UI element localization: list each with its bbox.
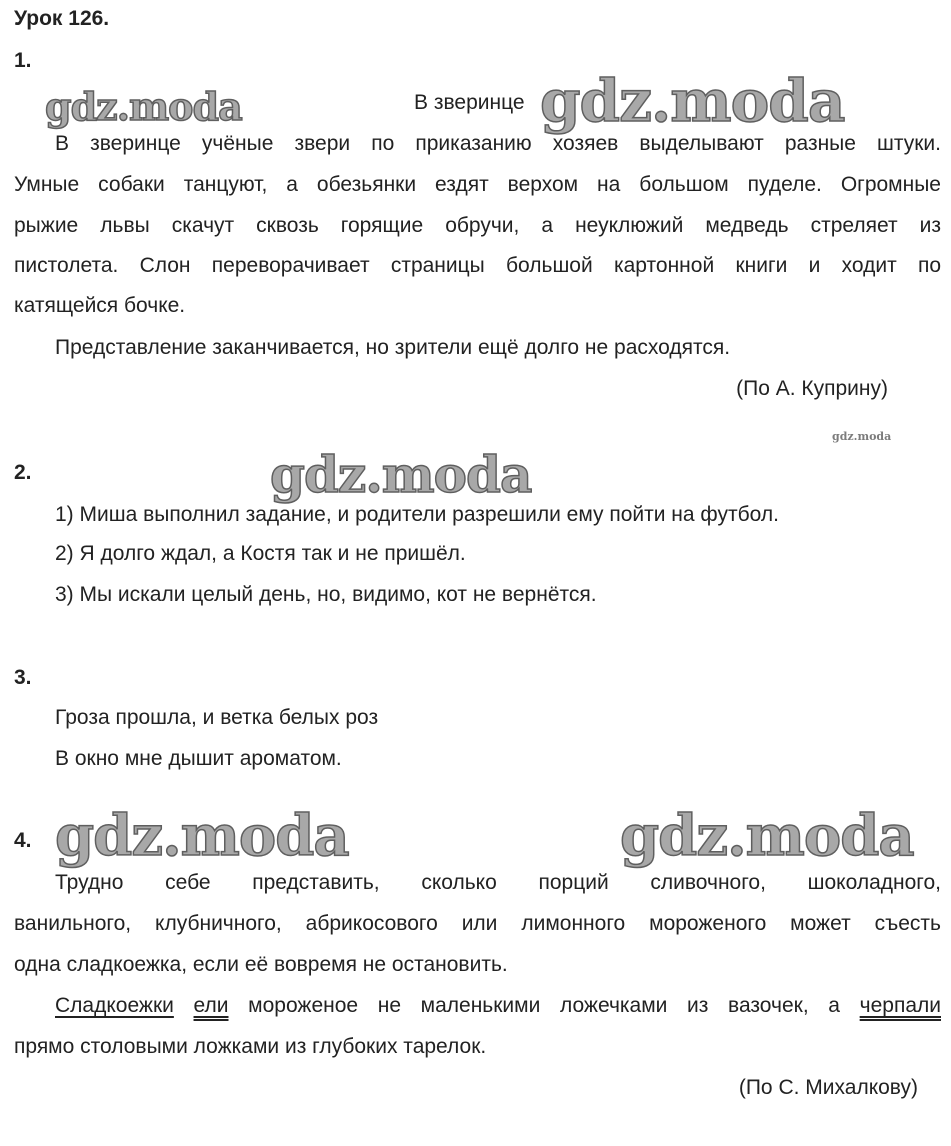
watermark: gdz.moda (540, 67, 845, 135)
text-line: ванильного, клубничного, абрикосового или лимонного мороженого может съесть (14, 912, 941, 935)
poem-line: Гроза прошла, и ветка белых роз (55, 706, 379, 729)
task-2-number: 2. (14, 461, 32, 484)
text-line: катящейся бочке. (14, 294, 186, 317)
watermark-small: gdz.moda (832, 430, 892, 443)
text-line: Умные собаки танцуют, а обезьянки ездят верхом на большом пуделе. Огромные (14, 173, 941, 196)
text-line: рыжие львы скачут сквозь горящие обручи, а неуклюжий медведь стреляет из (14, 214, 941, 237)
parsed-sentence (14, 993, 941, 1019)
watermark: gdz.moda (270, 445, 532, 504)
list-item: 1) Миша выполнил задание, и родители разрешили ему пойти на футбол. (55, 503, 779, 526)
sentence-middle: мороженое не маленькими ложечками из вазочек, а (228, 994, 860, 1017)
author-credit: (По С. Михалкову) (738, 1076, 918, 1099)
task-1-heading: В зверинце (414, 91, 525, 114)
text-line: пистолета. Слон переворачивает страницы большой картонной книги и ходит по (14, 254, 941, 277)
task-1-number: 1. (14, 49, 32, 72)
lesson-title: Урок 126. (14, 7, 110, 30)
text-line: одна сладкоежка, если её вовремя не остановить. (14, 953, 508, 976)
subject-underlined: Сладкоежки (55, 994, 174, 1017)
watermark: gdz.moda (45, 84, 242, 129)
task-3-number: 3. (14, 666, 32, 689)
poem-line: В окно мне дышит ароматом. (55, 747, 342, 770)
predicate-underlined: черпали (859, 994, 941, 1017)
list-item: 3) Мы искали целый день, но, видимо, кот не вернётся. (55, 583, 597, 606)
watermark: gdz.moda (620, 803, 914, 869)
list-item: 2) Я долго ждал, а Костя так и не пришёл. (55, 542, 466, 565)
task-4-number: 4. (14, 829, 32, 852)
author-credit: (По А. Куприну) (736, 377, 888, 400)
text-line: прямо столовыми ложками из глубоких тарелок. (14, 1035, 487, 1058)
text-line: Представление заканчивается, но зрители ещё долго не расходятся. (55, 336, 731, 359)
text-line: В зверинце учёные звери по приказанию хозяев выделывают разные штуки. (55, 132, 941, 155)
text-line: Трудно себе представить, сколько порций сливочного, шоколадного, (55, 871, 941, 894)
watermark: gdz.moda (55, 803, 349, 869)
predicate-underlined: ели (193, 994, 229, 1017)
